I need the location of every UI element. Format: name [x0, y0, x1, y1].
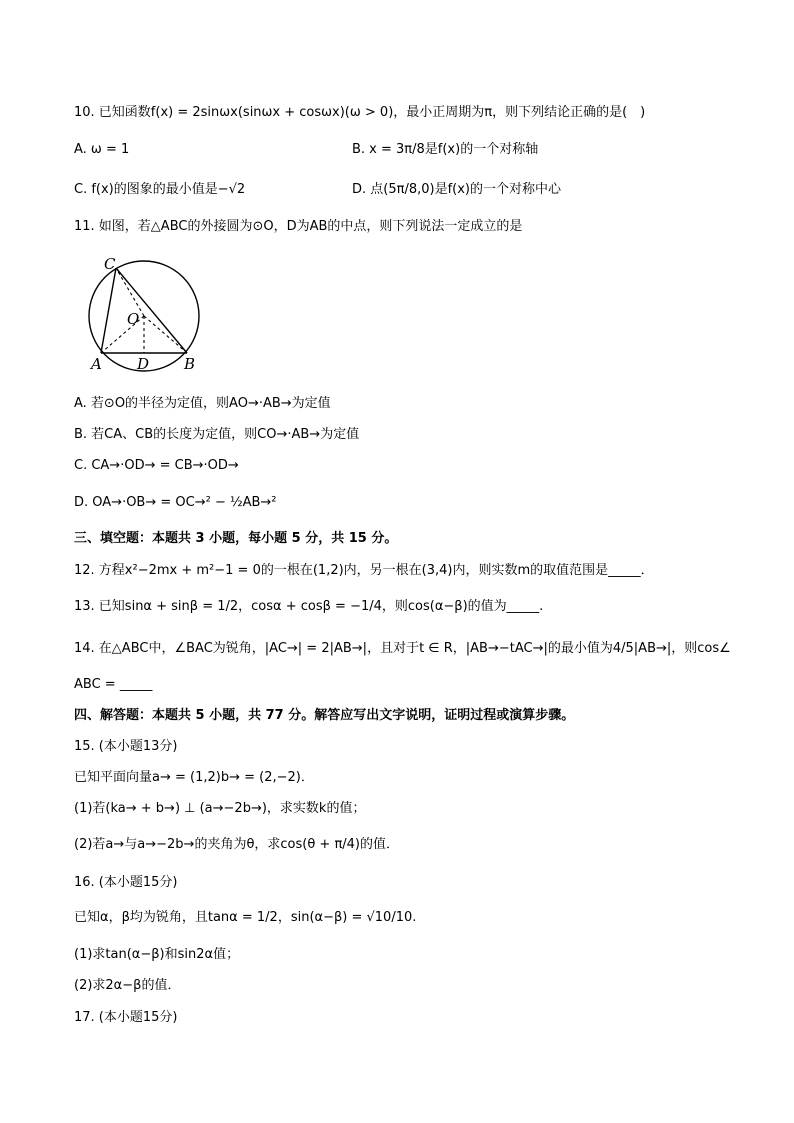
section-4-title: 四、解答题：本题共 5 小题，共 77 分。解答应写出文字说明，证明过程或演算步骤。 — [74, 708, 575, 723]
label-d: D — [137, 355, 150, 372]
q15-head: 15. (本小题13分) — [74, 739, 178, 754]
segment-oc — [116, 268, 144, 316]
q17-head: 17. (本小题15分) — [74, 1010, 178, 1025]
label-a: A — [91, 355, 102, 372]
q10-stem: 10. 已知函数f(x) = 2sinωx(sinωx + cosωx)(ω > 0)，最小正周期为π，则下列结论正确的是( ) — [74, 105, 646, 120]
section-3-title: 三、填空题：本题共 3 小题，每小题 5 分，共 15 分。 — [74, 531, 398, 546]
q10-option-d: D. 点(5π/8,0)是f(x)的一个对称中心 — [352, 182, 561, 197]
side-ca — [101, 268, 116, 353]
q15-part-1: (1)若(ka→ + b→) ⊥ (a→−2b→)，求实数k的值； — [74, 801, 366, 816]
q15-part-2: (2)若a→与a→−2b→的夹角为θ，求cos(θ + π/4)的值． — [74, 837, 400, 852]
q16-given: 已知α，β均为锐角，且tanα = 1/2，sin(α−β) = √10/10. — [74, 910, 417, 925]
q11-stem: 11. 如图，若△ABC的外接圆为⊙O，D为AB的中点，则下列说法一定成立的是 — [74, 219, 523, 234]
label-b: B — [184, 355, 196, 372]
q13-text: 13. 已知sinα + sinβ = 1/2，cosα + cosβ = −1/4，则cos(α−β)的值为_____. — [74, 599, 544, 614]
q11-option-c: C. CA→·OD→ = CB→·OD→ — [74, 458, 239, 473]
q11-option-b: B. 若CA、CB的长度为定值，则CO→·AB→为定值 — [74, 427, 360, 442]
q16-head: 16. (本小题15分) — [74, 875, 178, 890]
q11-option-a: A. 若⊙O的半径为定值，则AO→·AB→为定值 — [74, 396, 331, 411]
q14-text-line2: ABC = _____ — [74, 677, 153, 692]
q15-given: 已知平面向量a→ = (1,2)b→ = (2,−2)． — [74, 770, 314, 785]
q10-option-c: C. f(x)的图象的最小值是−√2 — [74, 182, 246, 197]
q14-text-line1: 14. 在△ABC中，∠BAC为锐角，|AC→| = 2|AB→|，且对于t ∈ R，|AB→−tAC→|的最小值为4/5|AB→|，则cos∠ — [74, 641, 731, 656]
label-c: C — [104, 255, 116, 273]
triangle-circle-figure — [84, 254, 212, 372]
q10-option-b: B. x = 3π/8是f(x)的一个对称轴 — [352, 142, 539, 157]
q11-option-d: D. OA→·OB→ = OC→² − ½AB→² — [74, 495, 277, 510]
q12-text: 12. 方程x²−2mx + m²−1 = 0的一根在(1,2)内，另一根在(3,4)内，则实数m的取值范围是_____． — [74, 563, 654, 578]
q16-part-2: (2)求2α−β的值． — [74, 978, 181, 993]
q16-part-1: (1)求tan(α−β)和sin2α值； — [74, 947, 240, 962]
label-o: O — [127, 310, 140, 328]
q10-option-a: A. ω = 1 — [74, 142, 130, 157]
segment-ob — [144, 316, 187, 353]
